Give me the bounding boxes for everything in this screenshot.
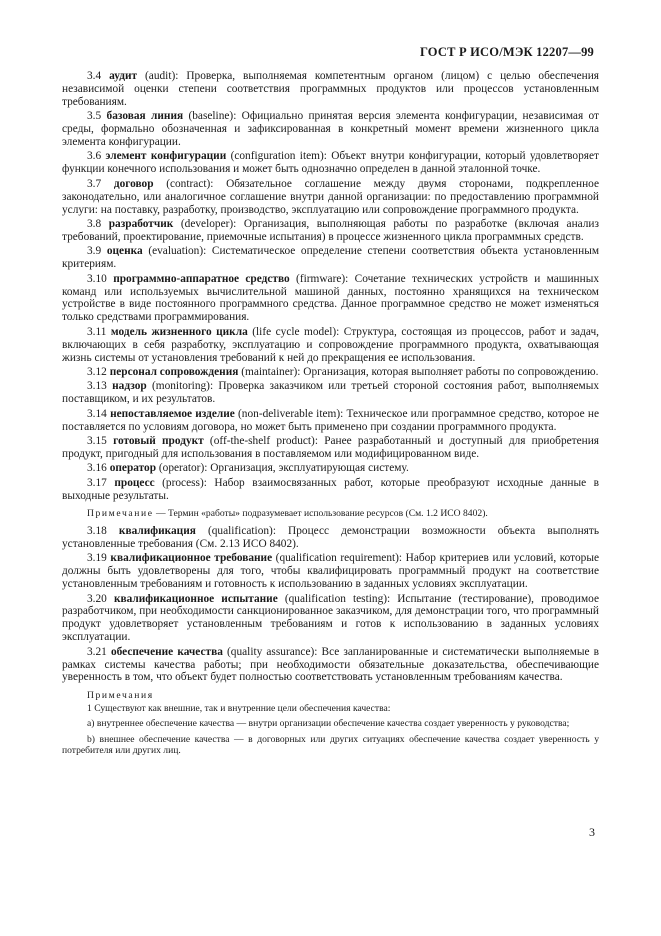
definition-entry xyxy=(62,273,599,325)
definition-term: обеспечение качества xyxy=(110,645,223,658)
definition-number: 3.9 xyxy=(87,245,102,258)
definition-text: (configuration item): Объект внутри конфигурации, который удовлетворяет функции конечного использования и может быть однозначно определен в данной эталонной точке. xyxy=(62,150,599,176)
definitions-list xyxy=(62,70,599,503)
definition-term: квалификационное требование xyxy=(110,552,273,565)
definition-text: (qualification requirement): Набор критериев или условий, которые должны быть удовлетворены для того, чтобы квалифицировать программный продукт на соответствие установленным требованиям и готовность к использованию в заданных условиях эксплуатации. xyxy=(62,552,599,591)
note-item: b) внешнее обеспечение качества — в договорных или других ситуациях обеспечение качества создает уверенность у потребителя или других лиц. xyxy=(62,733,599,757)
definition-text: (contract): Обязательное соглашение между двумя сторонами, подкрепленное законодательно, или аналогичное соглашение внутри данной организации: по предоставлению программной услуги: на поставку, разработку, производство, эксплуатацию или сопровождение программного продукта. xyxy=(62,177,599,216)
definition-number: 3.18 xyxy=(87,525,107,537)
definition-term: квалификация xyxy=(118,525,196,537)
definition-number: 3.21 xyxy=(87,645,107,658)
definition-number: 3.10 xyxy=(87,272,107,285)
definition-term: готовый продукт xyxy=(113,434,204,447)
note-3-17 xyxy=(62,508,599,520)
definition-entry xyxy=(62,150,599,176)
definition-number: 3.14 xyxy=(87,407,107,420)
definition-number: 3.5 xyxy=(87,110,102,123)
definition-number: 3.11 xyxy=(87,325,107,338)
note-item: a) внутреннее обеспечение качества — внутри организации обеспечение качества создает уверенность у руководства; xyxy=(87,718,570,730)
definition-number: 3.12 xyxy=(87,365,107,378)
definition-term: договор xyxy=(113,177,154,190)
definition-entry xyxy=(62,218,599,244)
definition-text: (process): Набор взаимосвязанных работ, которые преобразуют исходные данные в выходные результаты. xyxy=(62,476,599,502)
definition-entry xyxy=(62,462,599,475)
note-item: 1 Существуют как внешние, так и внутренние цели обеспечения качества: xyxy=(87,702,391,714)
definition-entry xyxy=(62,552,599,591)
definition-text: (off-the-shelf product): Ранее разработанный и доступный для приобретения продукт, пригодный для использования в поставляемом или модифицированном виде. xyxy=(62,434,599,460)
definitions-list-2 xyxy=(62,525,599,684)
definition-text: (monitoring): Проверка заказчиком или третьей стороной состояния работ, выполняемых поставщиком, и их результатов. xyxy=(62,380,599,406)
definition-term: процесс xyxy=(114,476,155,489)
page-number: 3 xyxy=(589,825,595,839)
definition-text: (qualification): Процесс демонстрации возможности объекта выполнять установленные требования (См. 2.13 ИСО 8402). xyxy=(62,525,599,550)
definition-entry xyxy=(62,525,599,551)
note-text: — Термин «работы» подразумевает использование ресурсов (См. 1.2 ИСО 8402). xyxy=(153,507,488,519)
definition-text: (baseline): Официально принятая версия элемента конфигурации, независимая от среды, формально обозначенная и зафиксированная в конкретный момент времени жизненного цикла элемента конфигурации. xyxy=(62,110,600,149)
definition-text: (non-deliverable item): Техническое или программное средство, которое не поставляется по условиям договора, но может быть применено при создании программного продукта. xyxy=(62,407,599,433)
note-label: Примечание xyxy=(87,507,154,519)
definition-text: (audit): Проверка, выполняемая компетентным органом (лицом) с целью обеспечения независимой оценки степени соответствия программных продуктов или процессов установленным требованиям. xyxy=(62,70,600,108)
definition-term: элемент конфигурации xyxy=(105,150,227,163)
definition-term: оценка xyxy=(106,245,143,258)
definition-number: 3.7 xyxy=(87,177,102,190)
definition-text: (evaluation): Систематическое определение степени соответствия объекта установленным критериям. xyxy=(62,245,599,271)
definition-text: (quality assurance): Все запланированные и систематически выполняемые в рамках системы качества работы; при необходимости обязательные доказательства, обеспечивающие уверенность в том, что объект будет полностью соответствовать установленным требованиям качества. xyxy=(62,645,599,684)
definition-text: (qualification testing): Испытание (тестирование), проводимое разработчиком, при необходимости санкционированное заказчиком, для демонстрации того, что программный продукт удовлетворяет установленным требованиям и готов к использованию в заданных условиях эксплуатации. xyxy=(62,592,599,644)
definition-term: аудит xyxy=(109,70,138,82)
definition-term: надзор xyxy=(112,380,147,393)
definition-text: (operator): Организация, эксплуатирующая систему. xyxy=(156,462,409,475)
definition-term: непоставляемое изделие xyxy=(110,407,235,420)
definition-text: (firmware): Сочетание технических устройств и машинных команд или используемых вычислительной машиной данных, постоянно хранящихся на техническом устройстве в виде постоянного программного средства. Данное программное средство не может изменяться только средствами программирования. xyxy=(62,272,599,324)
definition-number: 3.6 xyxy=(87,150,102,163)
definition-entry xyxy=(62,408,599,434)
definition-number: 3.8 xyxy=(87,217,102,230)
definition-term: базовая линия xyxy=(106,110,184,123)
definition-number: 3.17 xyxy=(87,476,107,489)
definition-entry xyxy=(62,178,599,217)
notes-heading: Примечания xyxy=(87,690,154,702)
definition-number: 3.13 xyxy=(87,380,107,393)
definition-entry xyxy=(62,326,599,365)
definition-text: (life cycle model): Структура, состоящая из процессов, работ и задач, включающих в себя разработку, эксплуатацию и сопровождение программного продукта, охватывающая жизнь системы от установления требований к ней до прекращения ее использования. xyxy=(62,325,599,364)
definition-term: модель жизненного цикла xyxy=(110,325,248,338)
definition-entry xyxy=(62,70,599,109)
definition-number: 3.4 xyxy=(87,70,102,82)
definition-term: оператор xyxy=(109,462,157,475)
definition-number: 3.16 xyxy=(87,462,107,475)
definition-term: персонал сопровождения xyxy=(109,365,239,378)
definition-entry xyxy=(62,366,599,379)
definition-number: 3.20 xyxy=(87,592,107,605)
document-body xyxy=(62,70,599,761)
definition-number: 3.19 xyxy=(87,552,107,565)
document-header: ГОСТ Р ИСО/МЭК 12207—99 xyxy=(419,45,594,59)
definition-number: 3.15 xyxy=(87,434,107,447)
definition-entry xyxy=(62,477,599,503)
definition-entry xyxy=(62,380,599,406)
definition-entry xyxy=(62,593,599,645)
definition-entry xyxy=(62,245,599,271)
definition-entry xyxy=(62,435,599,461)
definition-term: разработчик xyxy=(108,217,174,230)
definition-term: квалификационное испытание xyxy=(113,592,278,605)
definition-term: программно-аппаратное средство xyxy=(113,272,290,285)
definition-text: (developer): Организация, выполняющая работы по разработке (включая анализ требований, проектирование, приемочные испытания) в процессе жизненного цикла программных средств. xyxy=(62,217,599,243)
definition-entry xyxy=(62,646,599,685)
definition-text: (maintainer): Организация, которая выполняет работы по сопровождению. xyxy=(238,365,599,378)
definition-entry xyxy=(62,110,599,149)
